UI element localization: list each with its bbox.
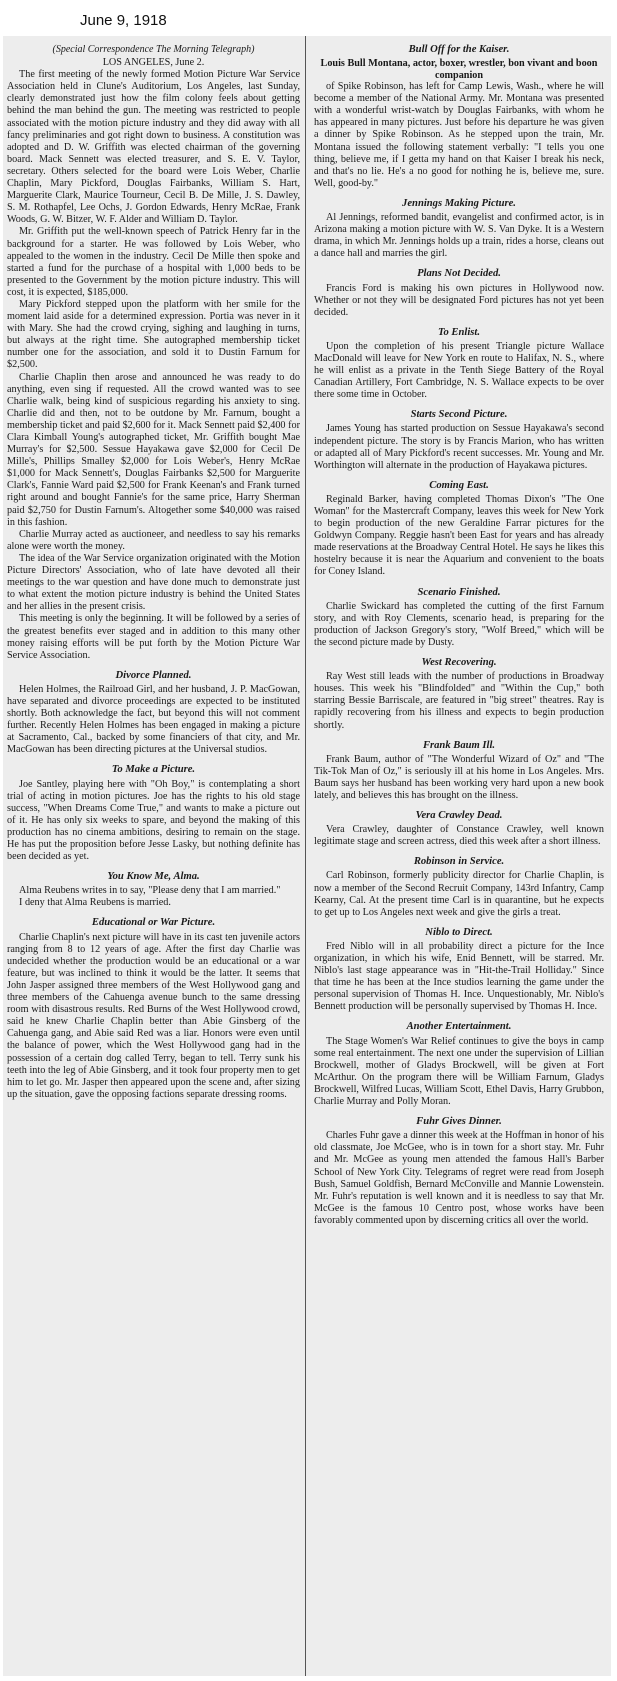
article-paragraph: Charles Fuhr gave a dinner this week at the Hoffman in honor of his old classmate, Joe McGee, who is in town for a short stay. Mr. Fuhr and Mr. McGee as young men attended the famous Hall's Barber School of New York City. Telegrams of regret were read from Joseph Bush, Samuel Goldfish, Bernard McConville and Mannie Lowenstein. Mr. Fuhr's reputation is well known and it is needless to say that Mr. McGee is the famous 10 Centro post, whose works have been favorably commented upon by discerning critics all over the world. <box>314 1130 604 1226</box>
news-item <box>314 740 604 802</box>
news-item <box>314 409 604 471</box>
section-heading: Scenario Finished. <box>417 586 501 598</box>
section-heading: Divorce Planned. <box>115 669 192 681</box>
article-paragraph: Mary Pickford stepped upon the platform with her smile for the moment laid aside for a determined expression. Portia was never in it with Mary. She had the crowd crying, sighing and laughing in turns, but always at the right time. She autographed membership ticket number one for the association, and sold it to Dustin Farnum for $2,500. <box>7 298 300 371</box>
article-paragraph: Charlie Chaplin's next picture will have in its cast ten juvenile actors ranging from 8 to 12 years of age. After the first day Charlie was undecided whether the production would be an educational or a war feature, but was inclined to think it would be the latter. It seems that John Jasper assigned three members of the West Hollywood gang and three members of the Cahuenga avenue bunch to the same dressing room with disastrous results. Red Burns of the West Hollywood crowd, said he knew Charlie Chaplin better than Abie Ginsberg of the Cahuenga gang, and Abie said Red was a liar. Honors were even until the balance of power, which the West Hollywood gang had in the possession of a certain dog called Terry, began to tell. Terry sunk his teeth into the leg of Abie Ginsberg, and it took four property men to get him to let go. Mr. Jasper then appeared upon the scene and, after sizing up the situation, gave the opposing factions separate dressing rooms. <box>7 931 300 1100</box>
section-heading: Coming East. <box>429 479 489 491</box>
news-item <box>314 268 604 318</box>
news-item <box>314 1116 604 1227</box>
news-item <box>314 198 604 260</box>
news-item <box>7 670 300 757</box>
news-item <box>314 856 604 918</box>
section-heading: Fuhr Gives Dinner. <box>416 1116 502 1128</box>
article-paragraph: Charlie Chaplin then arose and announced he was ready to do anything, even sing if requested. All the crowd wanted was to see Charlie walk, being kind of suspicious regarding his anxiety to sing. Charlie did and then, not to be outdone by Mr. Farnum, bought a membership ticket and paid $2,600 for it. Mack Sennett paid $2,400 for Clara Kimball Young's autographed ticket, Mr. Griffith bought Mae Murray's for $2,500. Sessue Hayakawa gave $2,000 for Cecil De Mille's, Phillips Smalley $2,000 for Lois Weber's, Henry McRae $1,000 for Mack Sennett's, Douglas Fairbanks $2,500 for Marguerite Clark's, Fannie Ward paid $2,500 for Frank Keenan's and Frank turned right around and bought Fannie's for the same price, Harry Sherman paid $2,750 for Dustin Farnum's. Altogether some $40,000 was raised in this fashion. <box>7 371 300 528</box>
article-paragraph: James Young has started production on Sessue Hayakawa's second independent picture. The story is by Francis Marion, who has written or adapted all of Mary Pickford's recent successes. Mr. Young and Mr. Worthington will alternate in the production of Hayakawa pictures. <box>314 423 604 471</box>
article-paragraph: Mr. Griffith put the well-known speech of Patrick Henry far in the background for a starter. He was followed by Lois Weber, who appealed to the women in the industry. Cecil De Mille then spoke and started a fund for the purchase of a hospital with 1,000 beds to be presented to the Government by the motion picture industry. This will cost, it is expected, $185,000. <box>7 226 300 298</box>
article-paragraph: Alma Reubens writes in to say, "Please deny that I am married." <box>19 885 281 897</box>
article-paragraph: Fred Niblo will in all probability direct a picture for the Ince organization, in which his wife, Enid Bennett, will be starred. Mr. Niblo's last stage appearance was in "Hit-the-Trail Holliday." Since that time he has been at the Ince studios learning the game under the personal supervision of Thomas H. Ince. Unquestionably, Mr. Niblo's Bennett production will be personally supervised by Thomas H. Ince. <box>314 940 604 1013</box>
article-paragraph: Reginald Barker, having completed Thomas Dixon's "The One Woman" for the Mastercraft Company, leaves this week for New York to begin production of the new Geraldine Farrar pictures for the Goldwyn Company. Reggie hasn't been East for years and has already made reservations at the Broadway Central Hotel. He says he likes this hostelry because it is near the Aquarium and convenient to the boats for Coney Island. <box>314 493 604 578</box>
section-heading: Robinson in Service. <box>413 856 505 868</box>
section-heading: West Recovering. <box>421 657 497 669</box>
article-paragraph: Helen Holmes, the Railroad Girl, and her husband, J. P. MacGowan, have separated and divorce proceedings are expected to be instituted shortly. Both acknowledge the fact, but beyond this will not comment further. Recently Helen Holmes has been engaged in making a picture at Sacramento, Cal., backed by some financiers of that city, and Mr. MacGowan has been directing pictures at the Universal studios. <box>7 683 300 756</box>
article-paragraph: Frank Baum, author of "The Wonderful Wizard of Oz" and "The Tik-Tok Man of Oz," is seriously ill at his home in Los Angeles. Mrs. Baum says her husband has been working very hard upon a new book lately, and believes this has brought on the illness. <box>314 753 604 801</box>
news-item <box>314 44 604 190</box>
article-paragraph: This meeting is only the beginning. It will be followed by a series of the greatest benefits ever staged and in addition to this many other money raising efforts will be put forth by the Motion Picture War Service Association. <box>7 613 300 661</box>
article-paragraph: Al Jennings, reformed bandit, evangelist and confirmed actor, is in Arizona making a motion picture with W. S. Van Dyke. It is a Western drama, in which Mr. Jennings holds up a train, rides a horse, cleans out a dance hall and marries the girl. <box>314 212 604 260</box>
news-item <box>7 871 300 909</box>
left-column <box>3 36 305 1676</box>
news-item <box>314 657 604 732</box>
right-sections <box>314 44 604 1227</box>
article-paragraph: Joe Santley, playing here with "Oh Boy," is contemplating a short trial of acting in motion pictures. Joe has the rights to his old stage success, "When Dreams Come True," and wants to make a picture out of it. He has only six weeks to spare, and beyond the making of this production has no cinema ambitions, desiring to remain on the stage. He has put the proposition before Jesse Lasky, but nothing definite has been decided as yet. <box>7 778 300 863</box>
section-heading: Plans Not Decided. <box>417 268 501 280</box>
left-sections <box>7 670 300 1101</box>
section-heading: Jennings Making Picture. <box>402 197 516 209</box>
lead-article <box>7 69 300 662</box>
article-paragraph: Ray West still leads with the number of productions in Broadway houses. This week his "Blindfolded" and "Within the Cup," both starring Bessie Barriscale, are featured in "big street" theatres. Ray is rapidly recovering from his illness and expects to begin production shortly. <box>314 671 604 731</box>
section-heading: Starts Second Picture. <box>410 409 508 421</box>
column-divider <box>305 36 306 1676</box>
article-paragraph: The first meeting of the newly formed Motion Picture War Service Association held in Clune's Auditorium, Los Angeles, last Sunday, clearly demonstrated just how the film colony feels about getting behind the man behind the gun. The meeting was restricted to people associated with the motion picture industry and they did away with all fancy preliminaries and got right down to business. A constitution was adopted and D. W. Griffith was elected chairman of the governing board. Mack Sennett was elected treasurer, and S. E. V. Taylor, secretary. Others selected for the board were Lois Weber, Charlie Chaplin, Mary Pickford, Douglas Fairbanks, William S. Hart, Marguerite Clark, Maurice Tourneur, Cecil B. De Mille, J. S. Dawley, S. M. Rothapfel, Lee Ochs, J. Gordon Edwards, Henry McRae, Frank Woods, G. W. Bitzer, W. F. Alder and William D. Taylor. <box>7 69 300 226</box>
article-paragraph: Upon the completion of his present Triangle picture Wallace MacDonald will leave for New York en route to Halifax, N. S., where he will enlist as a private in the Tenth Siege Battery of the Royal Canadian Artillery, Fort Cambridge, N. S. Wallace expects to be over there some time in October. <box>314 340 604 401</box>
news-item <box>314 810 604 848</box>
article-paragraph: Francis Ford is making his own pictures in Hollywood now. Whether or not they will be designated Ford pictures has not yet been decided. <box>314 282 604 318</box>
dateline: (Special Correspondence The Morning Telegraph) <box>52 44 255 55</box>
section-heading: Vera Crawley Dead. <box>415 810 503 822</box>
article-paragraph: Charlie Swickard has completed the cutting of the first Farnum story, and with Roy Clements, scenario head, is preparing for the production of Jackson Gregory's story, "Wolf Breed," which will be the second picture made by Dusty. <box>314 600 604 648</box>
news-item <box>314 587 604 649</box>
newspaper-clipping <box>3 36 611 1676</box>
city-dateline: LOS ANGELES, June 2. <box>102 57 205 69</box>
section-heading: Educational or War Picture. <box>91 917 216 929</box>
section-heading: Another Entertainment. <box>406 1021 512 1033</box>
article-paragraph: The idea of the War Service organization originated with the Motion Picture Directors' Association, who of late have devoted all their meetings to the war question and have done much to demonstrate just to what extent the motion picture industry is behind the United States and her allies in the present crisis. <box>7 552 300 613</box>
section-heading: Frank Baum Ill. <box>422 739 496 751</box>
article-paragraph: of Spike Robinson, has left for Camp Lewis, Wash., where he will become a member of the National Army. Mr. Montana was presented with a wonderful wrist-watch by Douglas Fairbanks, with whom he has appeared in many pictures. Just before his departure he was given a dinner by Spike Robinson. As he stepped upon the train, Mr. Montana issued the following statement verbally: "I tells you one thing, believe me, if I getta my hand on that Kaiser I break his neck, and that's no lie. He's a no good for nothing he is, believe me, sure. Well, good-by." <box>314 81 604 189</box>
article-paragraph: Charlie Murray acted as auctioneer, and needless to say his remarks alone were worth the money. <box>7 528 300 552</box>
news-item <box>314 327 604 402</box>
section-heading: To Enlist. <box>437 326 480 338</box>
right-column <box>307 36 609 1676</box>
article-paragraph: Carl Robinson, formerly publicity director for Charlie Chaplin, is now a member of the Second Recruit Company, 143rd Infantry, Camp Kearny, Cal. At the present time Carl is in quarantine, but he expects to get up to Los Angeles next week and give the girls a treat. <box>314 870 604 918</box>
news-item <box>314 480 604 579</box>
article-paragraph: I deny that Alma Reubens is married. <box>19 897 171 909</box>
page-date: June 9, 1918 <box>80 12 167 29</box>
section-heading: To Make a Picture. <box>111 764 196 776</box>
article-paragraph: The Stage Women's War Relief continues to give the boys in camp some real entertainment. The next one under the supervision of Lillian Brockwell, mother of Gladys Brockwell, will be given at Fort McArthur. On the program there will be William Farnum, Gladys Brockwell, Wilfred Lucas, William Scott, Ethel Davis, Harry Grubbon, Charlie Murray and Polly Moran. <box>314 1035 604 1108</box>
news-item <box>7 764 300 863</box>
section-heading: Bull Off for the Kaiser. <box>408 44 510 55</box>
news-item <box>314 1021 604 1108</box>
section-subheading: Louis Bull Montana, actor, boxer, wrestler, bon vivant and boon companion <box>320 58 598 81</box>
section-heading: You Know Me, Alma. <box>107 871 200 883</box>
news-item <box>7 917 300 1100</box>
news-item <box>314 927 604 1014</box>
section-heading: Niblo to Direct. <box>425 926 493 938</box>
article-paragraph: Vera Crawley, daughter of Constance Crawley, well known legitimate stage and screen actress, died this week after a short illness. <box>314 824 604 848</box>
